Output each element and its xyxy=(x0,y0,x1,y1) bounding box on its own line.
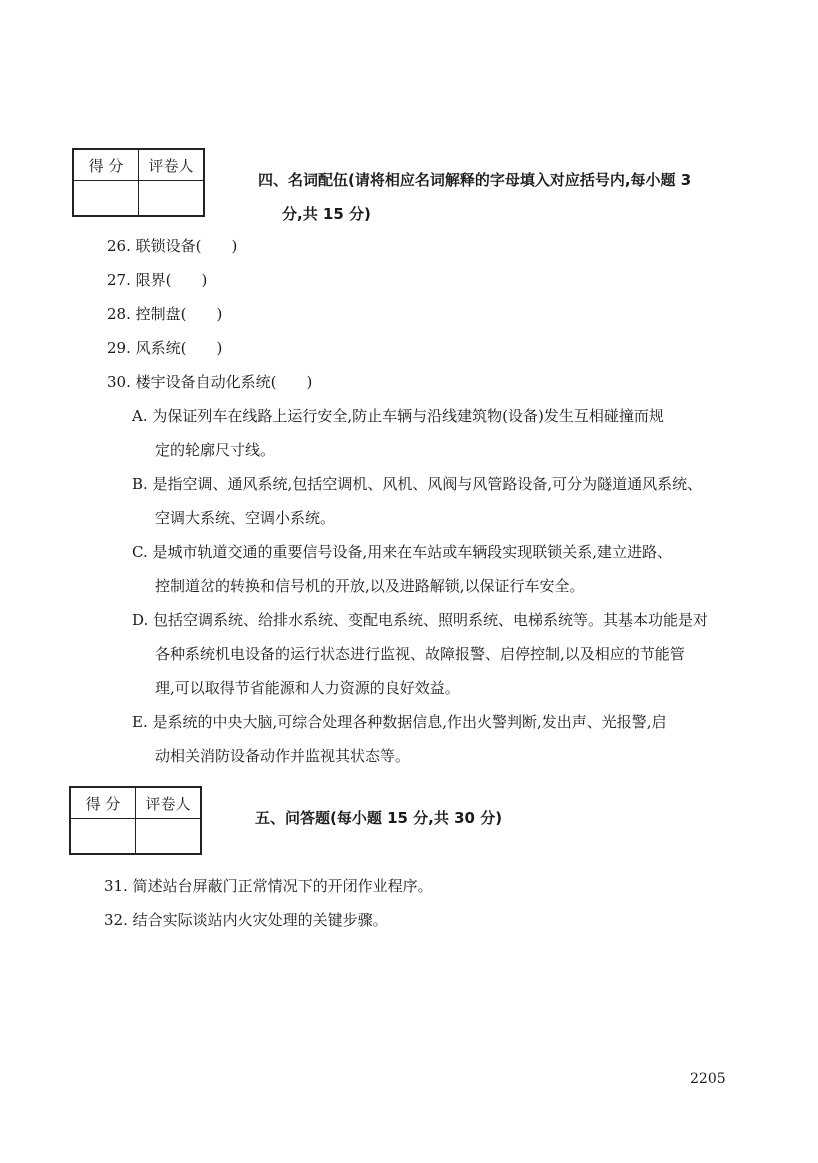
question-31: 31. 简述站台屏蔽门正常情况下的开闭作业程序。 xyxy=(104,877,433,895)
option-a-line2: 定的轮廓尺寸线。 xyxy=(155,441,276,459)
grader-cell xyxy=(136,819,202,855)
option-c-line2: 控制道岔的转换和信号机的开放,以及进路解锁,以保证行车安全。 xyxy=(155,577,585,595)
section5-title: 五、问答题(每小题 15 分,共 30 分) xyxy=(255,809,503,827)
grader-label: 评卷人 xyxy=(136,787,202,819)
question-32: 32. 结合实际谈站内火灾处理的关键步骤。 xyxy=(104,911,388,929)
option-e-line2: 动相关消防设备动作并监视其状态等。 xyxy=(155,747,411,765)
score-label: 得 分 xyxy=(70,787,136,819)
option-e-line1: E. 是系统的中央大脑,可综合处理各种数据信息,作出火警判断,发出声、光报警,启 xyxy=(132,713,667,731)
option-b-line1: B. 是指空调、通风系统,包括空调机、风机、风阀与风管路设备,可分为隧道通风系统、 xyxy=(132,475,703,493)
grader-label: 评卷人 xyxy=(139,149,205,181)
question-30: 30. 楼宇设备自动化系统( ) xyxy=(107,373,313,391)
question-28: 28. 控制盘( ) xyxy=(107,305,223,323)
option-d-line1: D. 包括空调系统、给排水系统、变配电系统、照明系统、电梯系统等。其基本功能是对 xyxy=(132,611,709,629)
score-cell xyxy=(70,819,136,855)
option-b-line2: 空调大系统、空调小系统。 xyxy=(155,509,336,527)
option-c-line1: C. 是城市轨道交通的重要信号设备,用来在车站或车辆段实现联锁关系,建立进路、 xyxy=(132,543,673,561)
question-26: 26. 联锁设备( ) xyxy=(107,237,238,255)
grader-cell xyxy=(139,181,205,217)
score-table-section4 xyxy=(72,148,205,217)
section4-title-line1: 四、名词配伍(请将相应名词解释的字母填入对应括号内,每小题 3 xyxy=(258,171,692,189)
option-d-line2: 各种系统机电设备的运行状态进行监视、故障报警、启停控制,以及相应的节能管 xyxy=(155,645,685,663)
score-cell xyxy=(73,181,139,217)
page-number: 2205 xyxy=(690,1071,726,1087)
question-27: 27. 限界( ) xyxy=(107,271,208,289)
option-d-line3: 理,可以取得节省能源和人力资源的良好效益。 xyxy=(155,679,460,697)
option-a-line1: A. 为保证列车在线路上运行安全,防止车辆与沿线建筑物(设备)发生互相碰撞而规 xyxy=(132,407,664,425)
score-table-section5 xyxy=(69,786,202,855)
section4-title-line2: 分,共 15 分) xyxy=(282,205,371,223)
question-29: 29. 风系统( ) xyxy=(107,339,223,357)
score-label: 得 分 xyxy=(73,149,139,181)
